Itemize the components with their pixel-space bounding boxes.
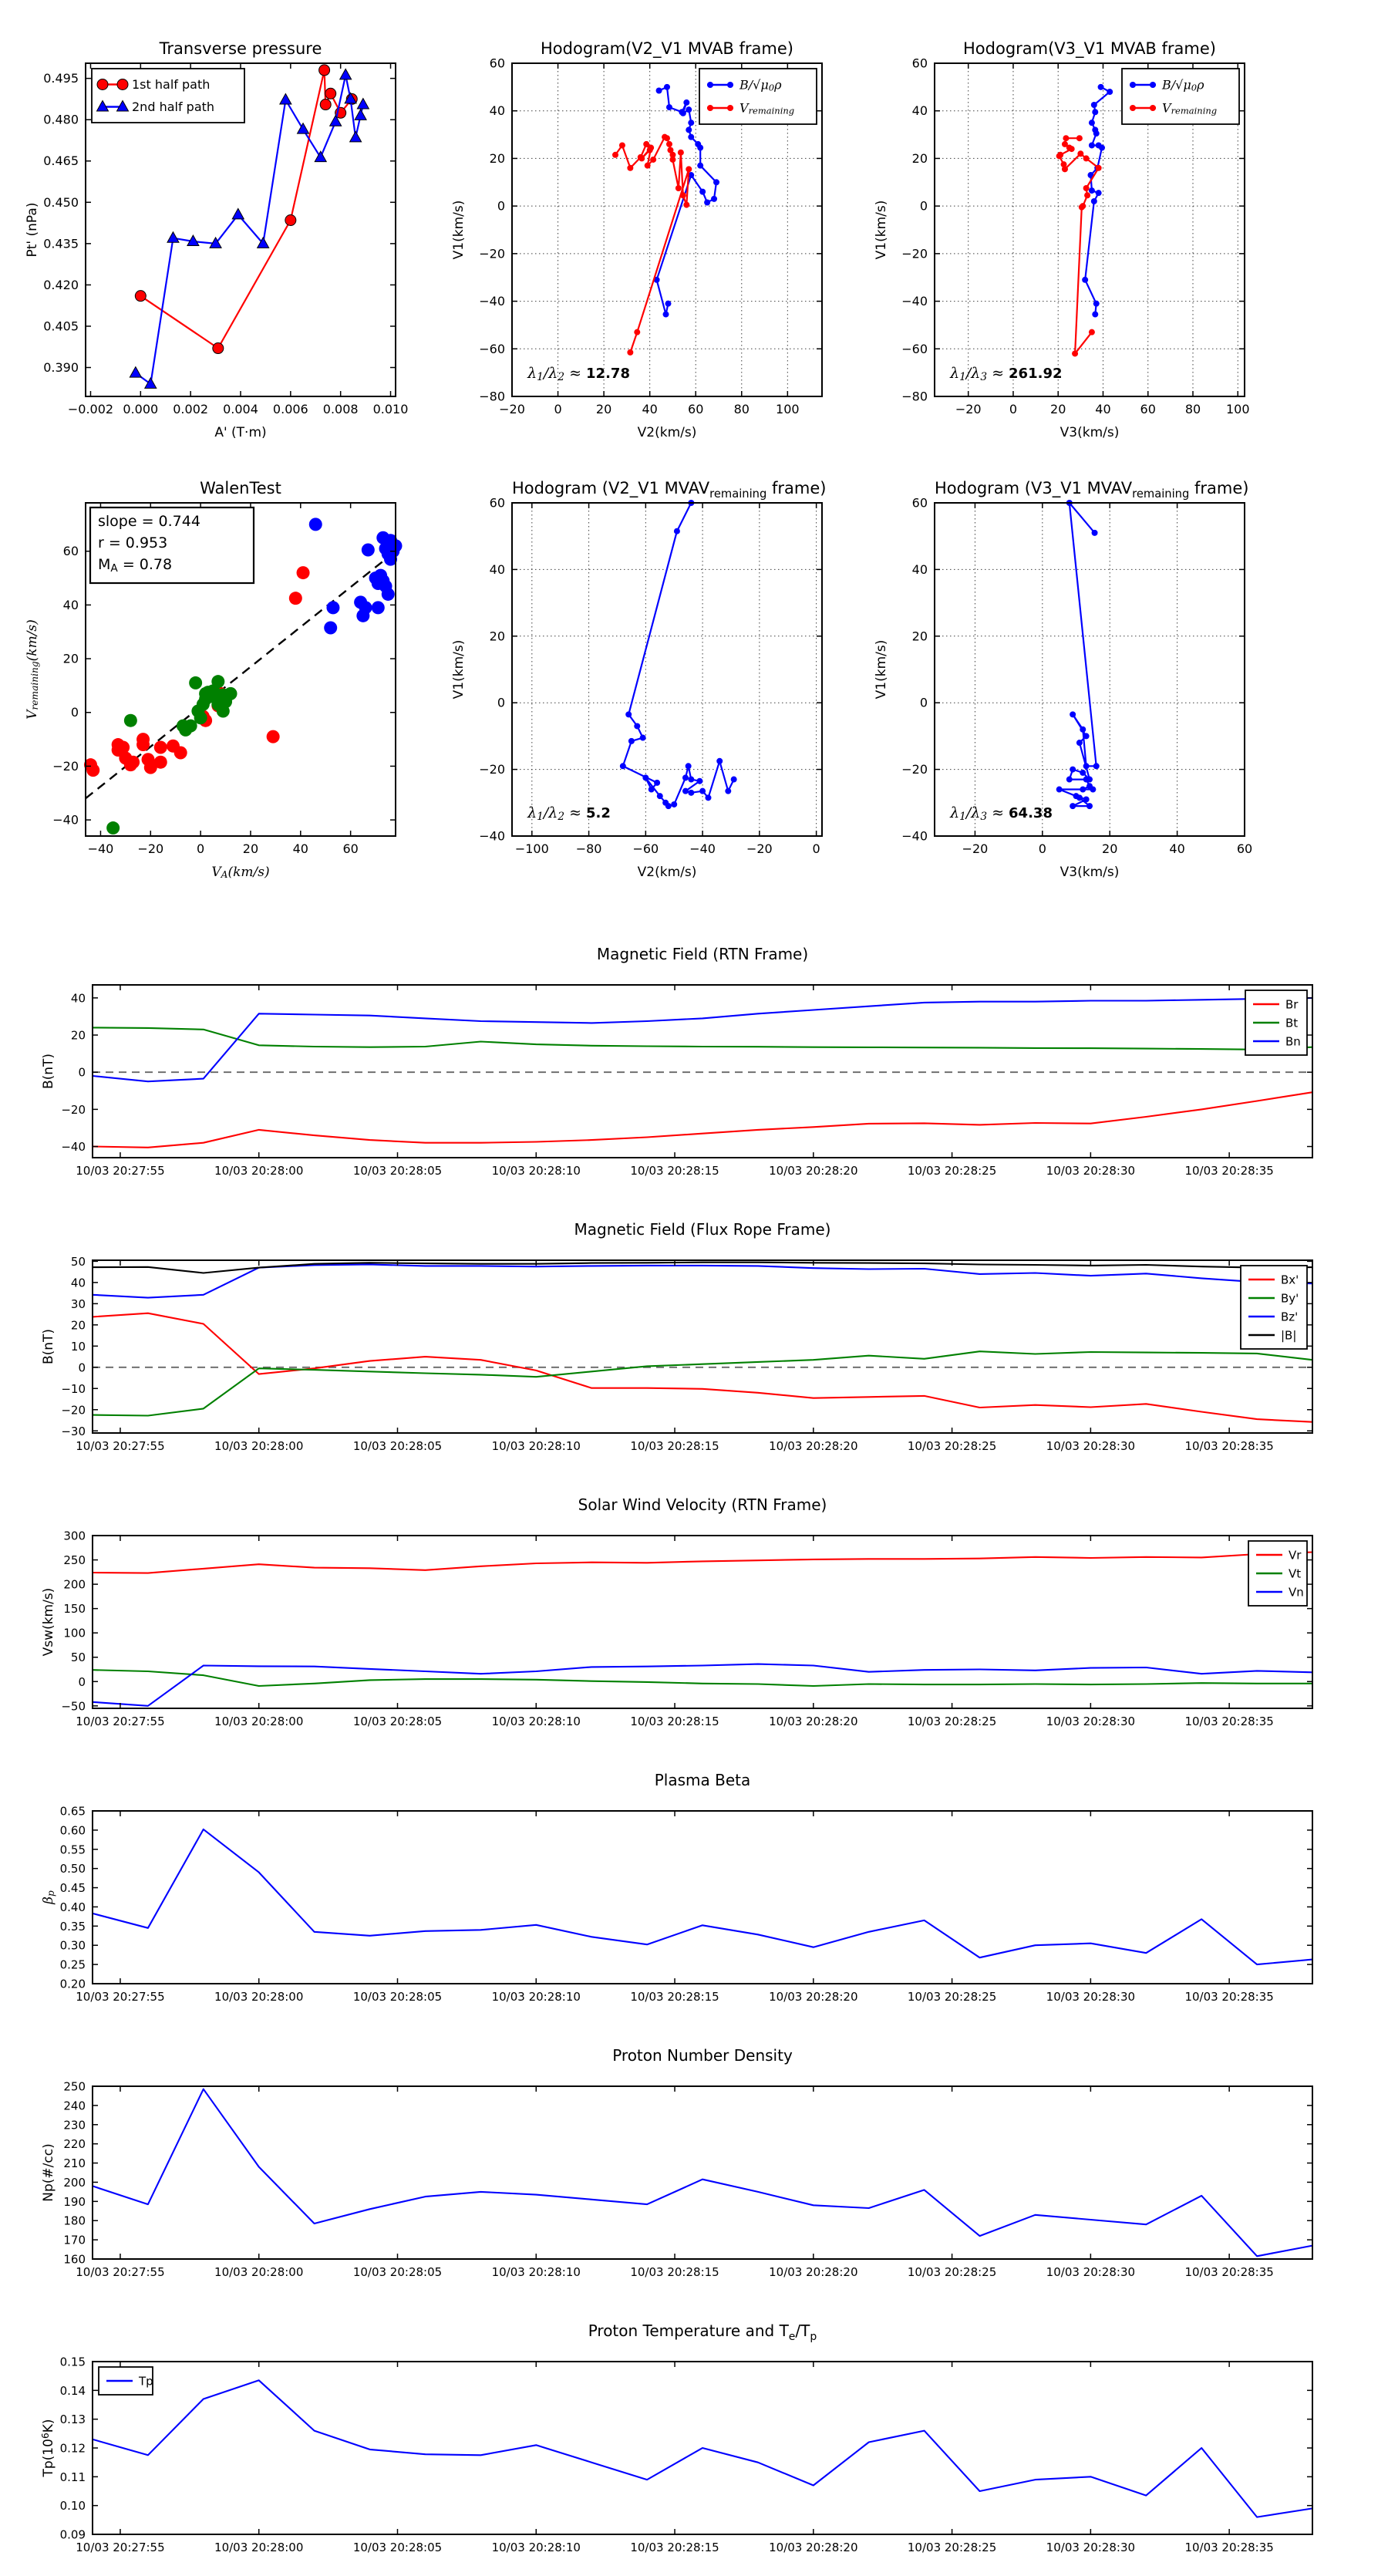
svg-text:0: 0 <box>812 841 820 856</box>
svg-text:230: 230 <box>63 2118 86 2133</box>
svg-text:−20: −20 <box>61 1403 86 1418</box>
svg-text:80: 80 <box>1184 402 1201 416</box>
svg-text:0.002: 0.002 <box>173 402 209 416</box>
svg-text:−20: −20 <box>962 841 989 856</box>
svg-text:10/03 20:28:35: 10/03 20:28:35 <box>1184 1164 1274 1178</box>
svg-text:0.12: 0.12 <box>59 2441 86 2456</box>
svg-text:10/03 20:27:55: 10/03 20:27:55 <box>76 1715 165 1728</box>
svg-text:20: 20 <box>489 150 505 166</box>
svg-text:−40: −40 <box>479 828 505 844</box>
svg-text:10/03 20:28:35: 10/03 20:28:35 <box>1184 1990 1274 2004</box>
svg-text:20: 20 <box>1050 402 1066 416</box>
svg-text:10/03 20:27:55: 10/03 20:27:55 <box>76 1164 165 1178</box>
svg-text:0.010: 0.010 <box>372 402 409 416</box>
svg-text:40: 40 <box>489 103 505 119</box>
svg-text:0.435: 0.435 <box>43 236 79 251</box>
hodogram-v2v1-mvab-plot <box>435 21 861 453</box>
svg-text:10/03 20:28:10: 10/03 20:28:10 <box>491 2541 581 2554</box>
svg-text:100: 100 <box>776 402 800 416</box>
svg-text:−80: −80 <box>575 841 602 856</box>
svg-text:A' (T·m): A' (T·m) <box>214 425 267 440</box>
svg-text:0.495: 0.495 <box>43 71 79 86</box>
svg-text:60: 60 <box>342 841 359 856</box>
chart-title: Proton Number Density <box>612 2046 793 2065</box>
svg-text:slope = 0.744: slope = 0.744 <box>98 513 200 530</box>
svg-text:210: 210 <box>63 2156 86 2171</box>
svg-text:0: 0 <box>78 1065 86 1080</box>
svg-text:60: 60 <box>489 56 505 71</box>
svg-text:10/03 20:28:30: 10/03 20:28:30 <box>1046 2265 1136 2279</box>
svg-text:Tp(106K): Tp(106K) <box>40 2419 56 2477</box>
svg-text:Bz': Bz' <box>1281 1310 1299 1324</box>
svg-text:10/03 20:28:20: 10/03 20:28:20 <box>769 1715 858 1728</box>
svg-text:100: 100 <box>1225 402 1250 416</box>
svg-text:−50: −50 <box>61 1699 86 1714</box>
svg-text:−20: −20 <box>901 246 928 261</box>
svg-text:VA(km/s): VA(km/s) <box>211 865 270 881</box>
svg-text:0.420: 0.420 <box>43 277 79 292</box>
chart-title: WalenTest <box>200 479 281 497</box>
chart-walen-test <box>8 460 435 892</box>
svg-text:0: 0 <box>78 1674 86 1689</box>
svg-text:10/03 20:27:55: 10/03 20:27:55 <box>76 1439 165 1453</box>
svg-text:V1(km/s): V1(km/s) <box>874 639 889 700</box>
hodogram-v2v1-mvav-plot <box>435 460 861 892</box>
svg-text:Bt: Bt <box>1285 1016 1299 1030</box>
svg-text:40: 40 <box>1095 402 1111 416</box>
svg-text:0: 0 <box>497 198 505 214</box>
svg-text:10/03 20:28:05: 10/03 20:28:05 <box>352 2265 443 2279</box>
svg-text:0.390: 0.390 <box>43 360 79 376</box>
svg-text:80: 80 <box>733 402 750 416</box>
svg-text:0.450: 0.450 <box>43 194 79 210</box>
svg-text:0: 0 <box>919 198 928 214</box>
svg-text:10/03 20:28:20: 10/03 20:28:20 <box>769 1164 858 1178</box>
chart-solar-wind-velocity <box>31 1495 1357 1750</box>
svg-text:0.65: 0.65 <box>59 1804 86 1819</box>
svg-text:20: 20 <box>70 1028 86 1043</box>
chart-hodogram-v2v1-mvab <box>435 21 861 453</box>
svg-text:0: 0 <box>497 695 505 710</box>
svg-text:60: 60 <box>1140 402 1156 416</box>
svg-text:1st half path: 1st half path <box>132 77 211 92</box>
svg-text:10/03 20:28:00: 10/03 20:28:00 <box>214 1990 304 2004</box>
svg-text:40: 40 <box>489 561 505 577</box>
svg-text:60: 60 <box>489 495 505 511</box>
svg-text:Pt' (nPa): Pt' (nPa) <box>25 202 40 258</box>
chart-hodogram-v3v1-mvav <box>857 460 1284 892</box>
svg-text:0.465: 0.465 <box>43 153 79 169</box>
svg-text:10/03 20:28:35: 10/03 20:28:35 <box>1184 2265 1274 2279</box>
svg-text:−20: −20 <box>61 1102 86 1117</box>
svg-text:Vr: Vr <box>1289 1548 1302 1563</box>
chart-magnetic-field-rtn <box>31 945 1357 1199</box>
svg-text:Vn: Vn <box>1289 1585 1304 1600</box>
svg-text:10/03 20:28:05: 10/03 20:28:05 <box>352 1715 443 1728</box>
chart-title: Hodogram(V3_V1 MVAB frame) <box>963 39 1216 58</box>
svg-text:0.480: 0.480 <box>43 112 79 127</box>
svg-text:0.45: 0.45 <box>59 1881 86 1896</box>
svg-text:10/03 20:28:15: 10/03 20:28:15 <box>630 2541 719 2554</box>
svg-text:Vremaining: Vremaining <box>1162 100 1218 116</box>
magnetic-field-flux-rope-plot <box>31 1237 1357 1468</box>
svg-text:250: 250 <box>63 1553 86 1568</box>
svg-text:Vremaining(km/s): Vremaining(km/s) <box>25 619 41 720</box>
svg-text:100: 100 <box>63 1626 86 1640</box>
svg-text:−20: −20 <box>137 841 164 856</box>
solar-wind-velocity-plot <box>31 1512 1357 1744</box>
svg-text:10/03 20:28:20: 10/03 20:28:20 <box>769 2541 858 2554</box>
svg-text:V1(km/s): V1(km/s) <box>874 200 889 260</box>
svg-text:0.14: 0.14 <box>59 2383 86 2398</box>
svg-text:20: 20 <box>911 150 928 166</box>
svg-text:10/03 20:28:30: 10/03 20:28:30 <box>1046 2541 1136 2554</box>
svg-text:10/03 20:28:00: 10/03 20:28:00 <box>214 1439 304 1453</box>
svg-text:20: 20 <box>242 841 259 856</box>
svg-text:10/03 20:28:25: 10/03 20:28:25 <box>907 1164 997 1178</box>
svg-text:0.60: 0.60 <box>59 1823 86 1838</box>
svg-text:180: 180 <box>63 2214 86 2228</box>
svg-text:60: 60 <box>62 544 79 559</box>
svg-text:190: 190 <box>63 2194 86 2209</box>
svg-text:10/03 20:28:15: 10/03 20:28:15 <box>630 1715 719 1728</box>
svg-text:10/03 20:27:55: 10/03 20:27:55 <box>76 2541 165 2554</box>
svg-text:B(nT): B(nT) <box>41 1328 56 1365</box>
svg-text:200: 200 <box>63 1577 86 1592</box>
chart-title: Hodogram (V2_V1 $MVAV_{remaining}$ frame) <box>512 479 827 501</box>
svg-text:10/03 20:27:55: 10/03 20:27:55 <box>76 1990 165 2004</box>
svg-text:−40: −40 <box>689 841 716 856</box>
svg-text:0.09: 0.09 <box>59 2527 86 2542</box>
svg-text:λ1/λ2 ≈ 5.2: λ1/λ2 ≈ 5.2 <box>527 804 611 824</box>
svg-text:60: 60 <box>911 56 928 71</box>
svg-text:λ1/λ3 ≈ 64.38: λ1/λ3 ≈ 64.38 <box>950 804 1053 824</box>
svg-text:20: 20 <box>1102 841 1118 856</box>
svg-text:0: 0 <box>1009 402 1018 416</box>
svg-text:40: 40 <box>1169 841 1185 856</box>
svg-text:10/03 20:28:35: 10/03 20:28:35 <box>1184 1715 1274 1728</box>
svg-text:−20: −20 <box>479 762 505 777</box>
svg-text:−30: −30 <box>61 1424 86 1438</box>
svg-text:30: 30 <box>70 1296 86 1311</box>
svg-text:10/03 20:28:10: 10/03 20:28:10 <box>491 1715 581 1728</box>
svg-text:0.15: 0.15 <box>59 2355 86 2369</box>
svg-text:0.13: 0.13 <box>59 2412 86 2427</box>
svg-text:160: 160 <box>63 2252 86 2267</box>
walen-test-plot <box>8 460 435 892</box>
svg-text:−100: −100 <box>514 841 549 856</box>
svg-text:50: 50 <box>70 1254 86 1269</box>
svg-text:10/03 20:28:15: 10/03 20:28:15 <box>630 1439 719 1453</box>
svg-text:10/03 20:28:00: 10/03 20:28:00 <box>214 2541 304 2554</box>
svg-text:0: 0 <box>554 402 562 416</box>
svg-text:0: 0 <box>78 1360 86 1375</box>
svg-text:0.008: 0.008 <box>322 402 359 416</box>
svg-text:0.006: 0.006 <box>272 402 308 416</box>
svg-text:20: 20 <box>911 629 928 644</box>
svg-text:−60: −60 <box>901 341 928 356</box>
svg-text:−20: −20 <box>52 758 79 774</box>
chart-title: Hodogram (V3_V1 $MVAV_{remaining}$ frame) <box>935 479 1249 501</box>
chart-plasma-beta <box>31 1771 1357 2025</box>
chart-transverse-pressure <box>8 21 435 453</box>
svg-text:240: 240 <box>63 2099 86 2113</box>
svg-text:10/03 20:28:25: 10/03 20:28:25 <box>907 2541 997 2554</box>
svg-text:10/03 20:28:20: 10/03 20:28:20 <box>769 1439 858 1453</box>
svg-text:60: 60 <box>1236 841 1253 856</box>
svg-text:250: 250 <box>63 2079 86 2094</box>
svg-text:0.30: 0.30 <box>59 1938 86 1953</box>
chart-hodogram-v3v1-mvab <box>857 21 1284 453</box>
svg-text:10/03 20:28:20: 10/03 20:28:20 <box>769 1990 858 2004</box>
svg-text:20: 20 <box>595 402 612 416</box>
svg-text:170: 170 <box>63 2233 86 2247</box>
svg-text:220: 220 <box>63 2137 86 2152</box>
svg-text:r = 0.953: r = 0.953 <box>98 534 168 551</box>
svg-text:−40: −40 <box>901 828 928 844</box>
svg-text:40: 40 <box>911 103 928 119</box>
chart-proton-number-density <box>31 2046 1357 2301</box>
svg-text:V2(km/s): V2(km/s) <box>637 425 697 440</box>
svg-text:0.000: 0.000 <box>123 402 159 416</box>
svg-text:10: 10 <box>70 1339 86 1354</box>
svg-text:λ1/λ2 ≈ 12.78: λ1/λ2 ≈ 12.78 <box>527 365 630 384</box>
svg-text:B/√μ0ρ: B/√μ0ρ <box>739 77 782 93</box>
svg-text:0.20: 0.20 <box>59 1977 86 1991</box>
svg-text:10/03 20:28:10: 10/03 20:28:10 <box>491 1439 581 1453</box>
svg-text:0: 0 <box>70 705 79 720</box>
chart-title: Magnetic Field (RTN Frame) <box>596 945 809 963</box>
svg-text:−40: −40 <box>52 812 79 828</box>
svg-text:60: 60 <box>911 495 928 511</box>
svg-text:0.10: 0.10 <box>59 2499 86 2514</box>
svg-text:0.004: 0.004 <box>223 402 258 416</box>
svg-text:10/03 20:28:00: 10/03 20:28:00 <box>214 1164 304 1178</box>
svg-text:50: 50 <box>70 1650 86 1665</box>
hodogram-v3v1-mvab-plot <box>857 21 1284 453</box>
proton-number-density-plot <box>31 2063 1357 2294</box>
svg-text:|B|: |B| <box>1281 1328 1297 1343</box>
svg-text:10/03 20:28:10: 10/03 20:28:10 <box>491 1990 581 2004</box>
svg-text:150: 150 <box>63 1602 86 1617</box>
svg-text:40: 40 <box>642 402 658 416</box>
svg-text:V3(km/s): V3(km/s) <box>1060 865 1120 880</box>
svg-text:Np(#/cc): Np(#/cc) <box>41 2143 56 2202</box>
svg-text:−0.002: −0.002 <box>67 402 114 416</box>
svg-text:−40: −40 <box>479 294 505 309</box>
svg-text:10/03 20:28:30: 10/03 20:28:30 <box>1046 1439 1136 1453</box>
svg-text:V3(km/s): V3(km/s) <box>1060 425 1120 440</box>
chart-title: Proton Temperature and $T_e/T_p$ <box>588 2321 817 2343</box>
svg-text:10/03 20:28:30: 10/03 20:28:30 <box>1046 1164 1136 1178</box>
svg-text:0.55: 0.55 <box>59 1843 86 1857</box>
svg-text:60: 60 <box>688 402 704 416</box>
svg-text:10/03 20:28:15: 10/03 20:28:15 <box>630 1164 719 1178</box>
svg-text:−80: −80 <box>901 389 928 404</box>
svg-text:10/03 20:28:10: 10/03 20:28:10 <box>491 1164 581 1178</box>
svg-text:Tp: Tp <box>139 2374 153 2389</box>
svg-text:10/03 20:28:25: 10/03 20:28:25 <box>907 1439 997 1453</box>
svg-text:10/03 20:28:05: 10/03 20:28:05 <box>352 1439 443 1453</box>
svg-text:10/03 20:28:30: 10/03 20:28:30 <box>1046 1990 1136 2004</box>
svg-text:10/03 20:28:25: 10/03 20:28:25 <box>907 2265 997 2279</box>
svg-text:20: 20 <box>489 629 505 644</box>
svg-text:Br: Br <box>1285 997 1299 1012</box>
svg-text:By': By' <box>1281 1291 1299 1306</box>
svg-text:2nd half path: 2nd half path <box>132 99 215 114</box>
svg-text:−20: −20 <box>479 246 505 261</box>
svg-text:−10: −10 <box>61 1381 86 1396</box>
svg-text:Vt: Vt <box>1289 1566 1302 1581</box>
svg-text:−80: −80 <box>479 389 505 404</box>
svg-text:40: 40 <box>292 841 308 856</box>
svg-text:Vsw(km/s): Vsw(km/s) <box>41 1587 56 1657</box>
chart-title: Solar Wind Velocity (RTN Frame) <box>578 1495 827 1514</box>
svg-text:−20: −20 <box>499 402 525 416</box>
svg-text:10/03 20:28:35: 10/03 20:28:35 <box>1184 1439 1274 1453</box>
svg-text:20: 20 <box>70 1318 86 1333</box>
svg-text:10/03 20:28:05: 10/03 20:28:05 <box>352 1990 443 2004</box>
svg-text:10/03 20:27:55: 10/03 20:27:55 <box>76 2265 165 2279</box>
svg-text:0.40: 0.40 <box>59 1900 86 1914</box>
svg-text:40: 40 <box>70 1276 86 1290</box>
svg-text:MA = 0.78: MA = 0.78 <box>98 556 173 575</box>
chart-title: Transverse pressure <box>159 39 322 58</box>
hodogram-v3v1-mvav-plot <box>857 460 1284 892</box>
svg-text:0.11: 0.11 <box>59 2470 86 2484</box>
svg-text:10/03 20:28:10: 10/03 20:28:10 <box>491 2265 581 2279</box>
svg-text:−40: −40 <box>61 1140 86 1155</box>
plasma-beta-plot <box>31 1788 1357 2019</box>
chart-magnetic-field-flux-rope <box>31 1220 1357 1475</box>
svg-text:V1(km/s): V1(km/s) <box>451 200 467 260</box>
svg-text:10/03 20:28:35: 10/03 20:28:35 <box>1184 2541 1274 2554</box>
svg-text:0: 0 <box>1038 841 1046 856</box>
svg-text:10/03 20:28:00: 10/03 20:28:00 <box>214 2265 304 2279</box>
svg-text:10/03 20:28:05: 10/03 20:28:05 <box>352 1164 443 1178</box>
svg-text:−60: −60 <box>479 341 505 356</box>
svg-text:−20: −20 <box>955 402 982 416</box>
svg-text:Bn: Bn <box>1285 1034 1301 1049</box>
svg-text:0.35: 0.35 <box>59 1919 86 1934</box>
svg-text:λ1/λ3 ≈ 261.92: λ1/λ3 ≈ 261.92 <box>950 365 1063 384</box>
svg-text:10/03 20:28:25: 10/03 20:28:25 <box>907 1990 997 2004</box>
svg-text:Vremaining: Vremaining <box>739 100 795 116</box>
svg-text:200: 200 <box>63 2175 86 2190</box>
svg-text:10/03 20:28:15: 10/03 20:28:15 <box>630 2265 719 2279</box>
svg-text:B(nT): B(nT) <box>41 1053 56 1090</box>
chart-title: Plasma Beta <box>654 1771 751 1789</box>
proton-temperature-plot <box>31 2338 1357 2570</box>
svg-text:40: 40 <box>911 561 928 577</box>
svg-text:0: 0 <box>919 695 928 710</box>
chart-proton-temperature <box>31 2321 1357 2576</box>
svg-text:−40: −40 <box>901 294 928 309</box>
svg-text:10/03 20:28:00: 10/03 20:28:00 <box>214 1715 304 1728</box>
svg-text:0: 0 <box>197 841 205 856</box>
chart-hodogram-v2v1-mvav <box>435 460 861 892</box>
svg-text:−40: −40 <box>87 841 114 856</box>
svg-text:10/03 20:28:15: 10/03 20:28:15 <box>630 1990 719 2004</box>
svg-text:10/03 20:28:05: 10/03 20:28:05 <box>352 2541 443 2554</box>
svg-text:−20: −20 <box>746 841 773 856</box>
svg-text:Bx': Bx' <box>1281 1273 1299 1287</box>
svg-text:B/√μ0ρ: B/√μ0ρ <box>1162 77 1204 93</box>
svg-text:40: 40 <box>70 991 86 1006</box>
svg-text:−20: −20 <box>901 762 928 777</box>
svg-text:0.25: 0.25 <box>59 1957 86 1972</box>
svg-text:40: 40 <box>62 597 79 612</box>
svg-text:300: 300 <box>63 1529 86 1543</box>
svg-text:0.405: 0.405 <box>43 319 79 334</box>
svg-text:10/03 20:28:20: 10/03 20:28:20 <box>769 2265 858 2279</box>
chart-title: Hodogram(V2_V1 MVAB frame) <box>541 39 793 58</box>
svg-text:−60: −60 <box>632 841 659 856</box>
svg-text:βp: βp <box>41 1890 57 1904</box>
svg-text:V2(km/s): V2(km/s) <box>637 865 697 880</box>
svg-text:10/03 20:28:30: 10/03 20:28:30 <box>1046 1715 1136 1728</box>
svg-text:V1(km/s): V1(km/s) <box>451 639 467 700</box>
svg-text:10/03 20:28:25: 10/03 20:28:25 <box>907 1715 997 1728</box>
svg-text:20: 20 <box>62 651 79 666</box>
transverse-pressure-plot <box>8 21 435 453</box>
chart-title: Magnetic Field (Flux Rope Frame) <box>574 1220 831 1239</box>
magnetic-field-rtn-plot <box>31 962 1357 1193</box>
svg-text:0.50: 0.50 <box>59 1862 86 1876</box>
